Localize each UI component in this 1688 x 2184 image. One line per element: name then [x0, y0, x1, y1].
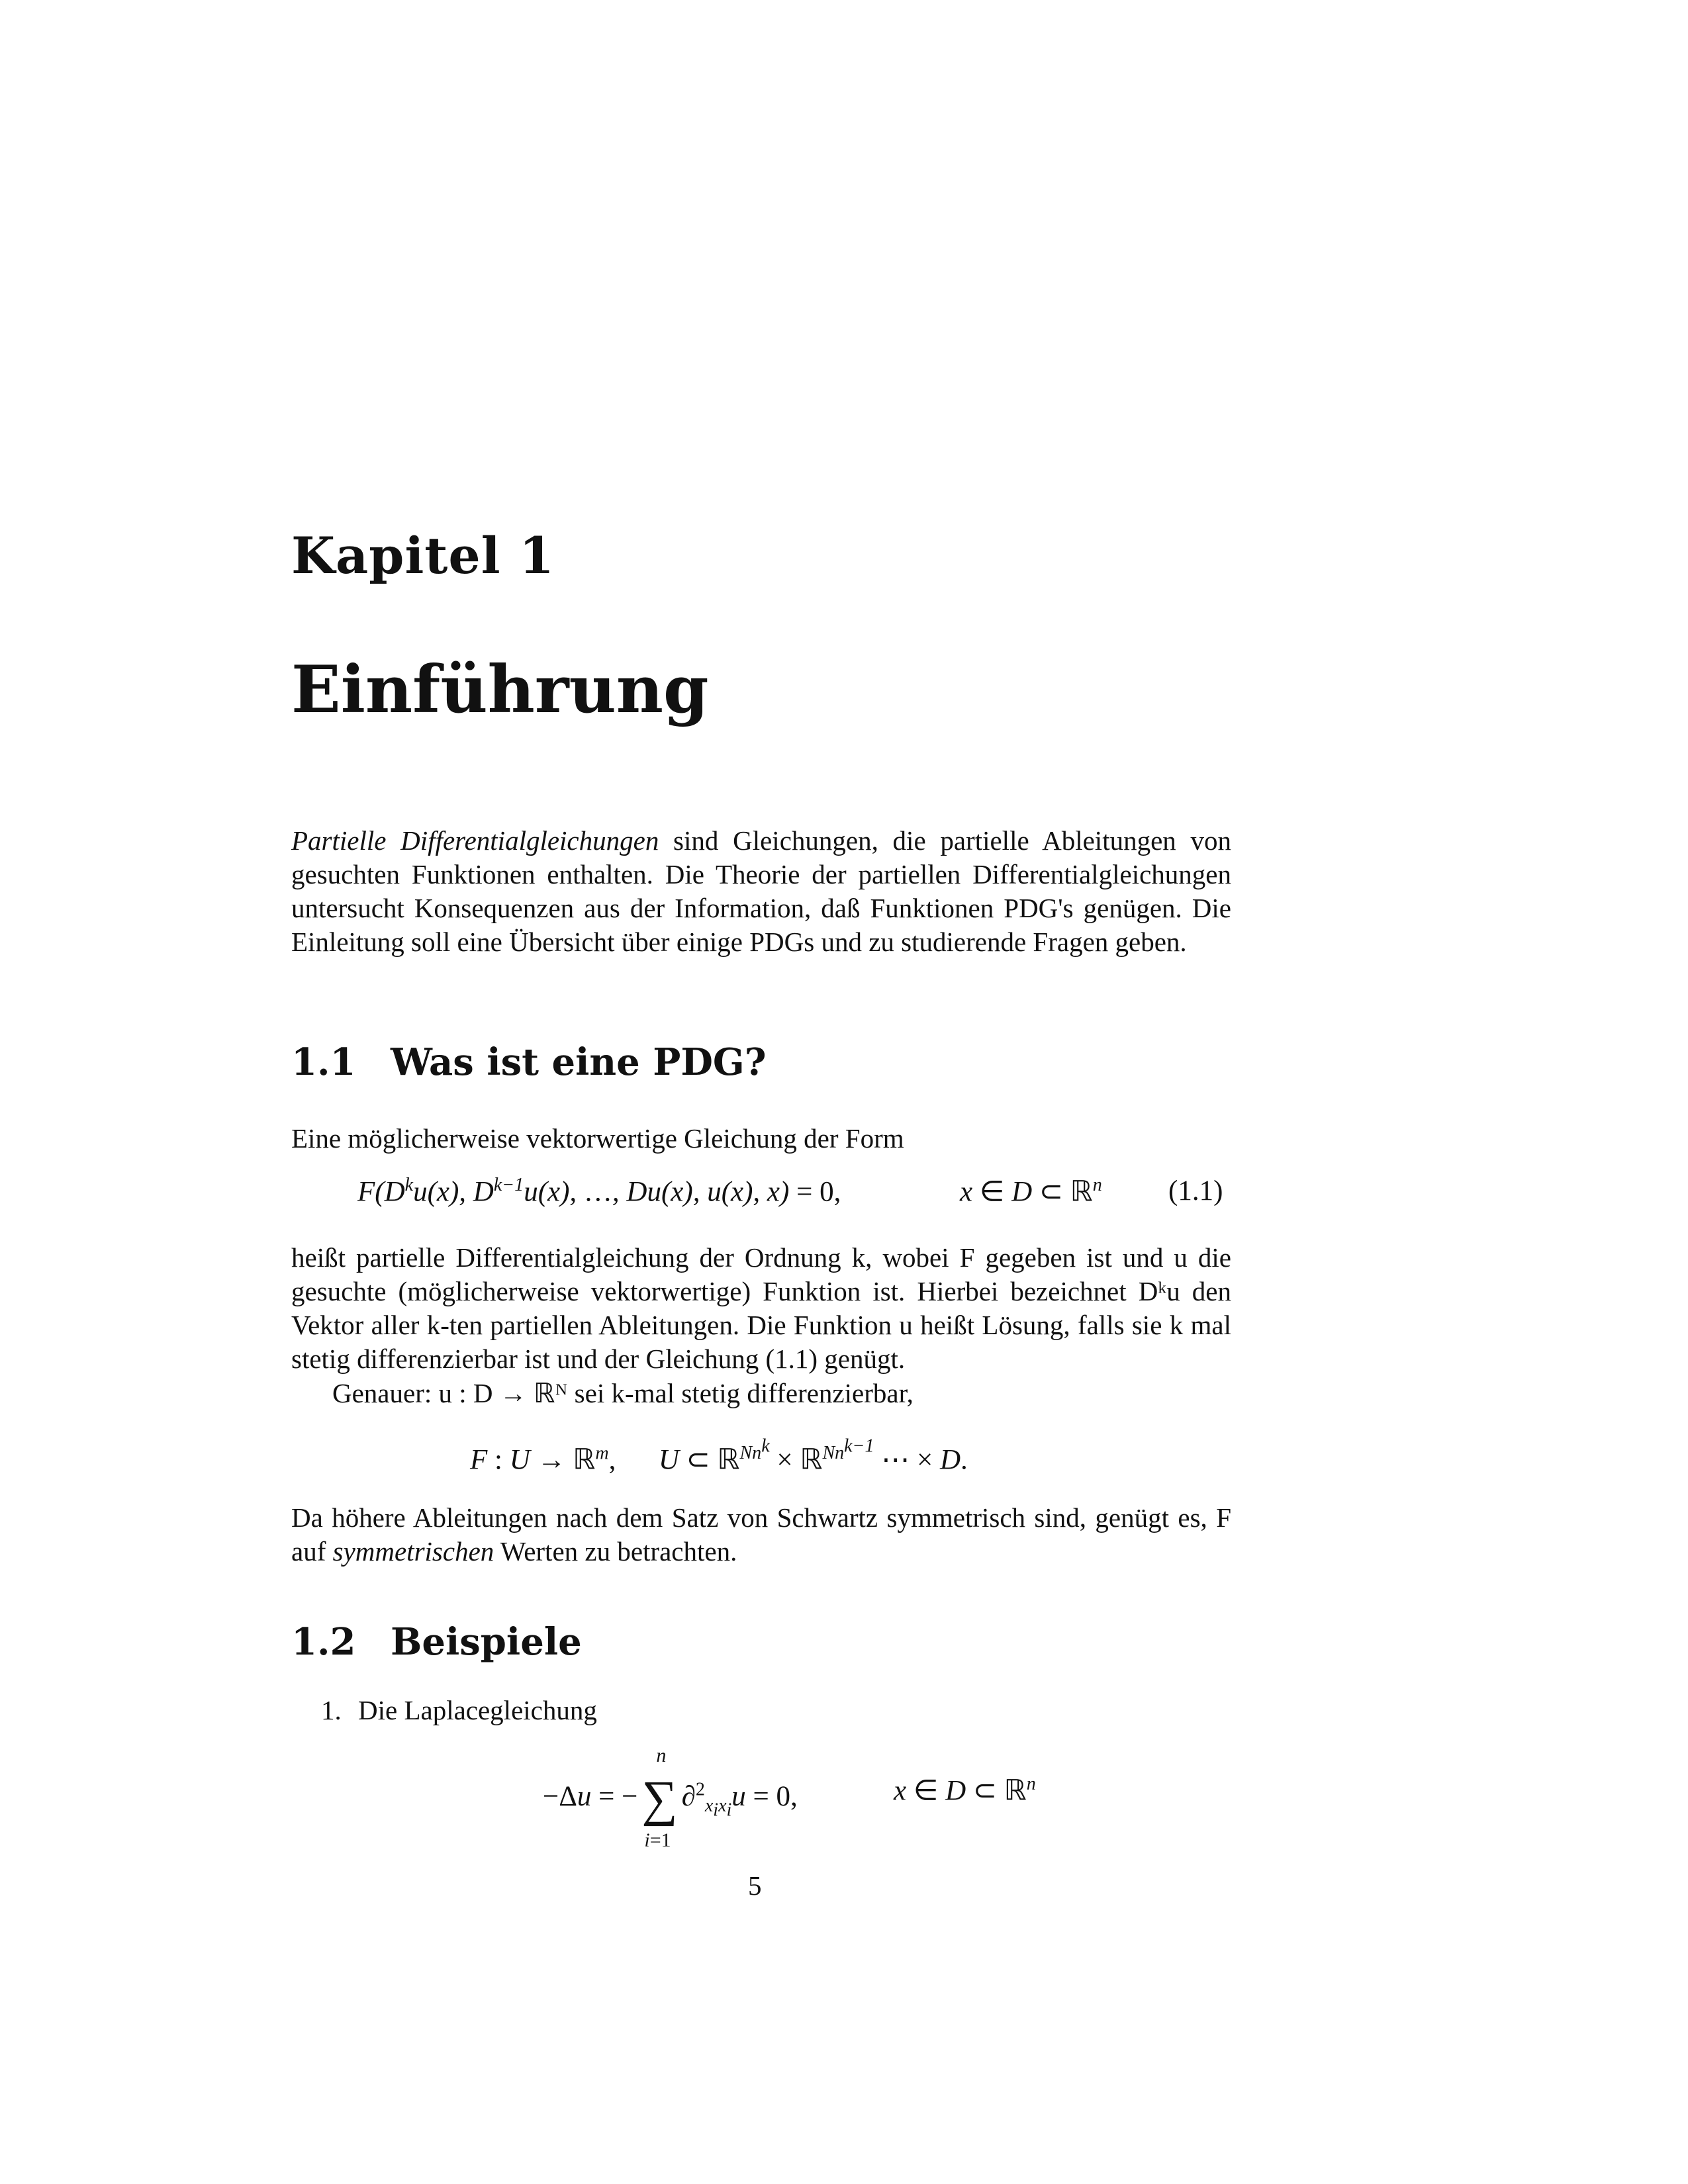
list-item	[321, 1694, 597, 1726]
section-1-definition: heißt partielle Differentialgleichung der Ordnung k, wobei F gegeben ist und u die gesuchte (möglicherweise vektorwertige) Funktion ist. Hierbei bezeichnet Dᵏu den Vektor aller k-ten partiellen Ableitungen. Die Funktion u heißt Lösung, falls sie k mal stetig differenzierbar ist und der Gleichung (1.1) genügt.	[291, 1242, 1231, 1374]
chapter-label: Kapitel 1	[291, 526, 555, 585]
list-item-text: Die Laplacegleichung	[358, 1695, 597, 1725]
section-2-title: Beispiele	[391, 1620, 582, 1664]
section-2-number: 1.2	[291, 1620, 356, 1664]
da-post: Werten zu betrachten.	[494, 1536, 737, 1567]
section-1-number: 1.1	[291, 1040, 356, 1084]
section-1-symmetry	[291, 1501, 1231, 1569]
list-item-number: 1.	[321, 1695, 342, 1725]
sum-symbol: ∑ n i=1	[641, 1745, 678, 1851]
equation-map-F: F : U → ℝ$^m$, U ⊂ ℝ$^{Nn^k}$ × ℝ$^{Nn^{k-1}}$ ⋯ × D.	[470, 1436, 968, 1476]
intro-italic-lead: Partielle Differentialgleichungen	[291, 825, 659, 856]
section-2-heading	[291, 1620, 582, 1664]
section-1-heading	[291, 1040, 767, 1084]
da-italic: symmetrischen	[332, 1536, 494, 1567]
genauer-text: Genauer: u : D → ℝᴺ sei k-mal stetig differenzierbar,	[332, 1378, 914, 1408]
equation-1-1-label: (1.1)	[1168, 1175, 1223, 1206]
intro-paragraph	[291, 824, 1231, 959]
intro-text: sind Gleichungen, die partielle Ableitungen von gesuchten Funktionen enthalten. Die Theorie der partiellen Differentialgleichungen untersucht Konsequenzen aus der Information, daß Funktionen PDG's genügen. Die Einleitung soll eine Übersicht über einige PDGs und zu studierende Fragen geben.	[291, 825, 1231, 957]
equation-laplace-domain: x ∈ D ⊂ ℝ$^n$	[894, 1774, 1036, 1807]
section-1-genauer	[291, 1377, 1231, 1410]
section-1-title: Was ist eine PDG?	[391, 1040, 767, 1084]
equation-laplace: −Δu = −∑ n i=1 ∂$^2_{x_ix_i}$u = 0,	[543, 1745, 798, 1851]
equation-1-1: $F(D^ku(x)$, $D^{k-1}u(x)$, …, Du(x), u(x), x) = 0,	[357, 1175, 841, 1208]
page-number: 5	[748, 1870, 762, 1901]
section-1-lead: Eine möglicherweise vektorwertige Gleichung der Form	[291, 1123, 904, 1154]
da-pre: Da höhere Ableitungen nach dem Satz von Schwartz symmetrisch sind, genügt es, F auf	[291, 1502, 1231, 1567]
chapter-title: Einführung	[291, 652, 709, 728]
equation-1-1-domain: x ∈ D ⊂ ℝ$^n$	[960, 1175, 1102, 1208]
